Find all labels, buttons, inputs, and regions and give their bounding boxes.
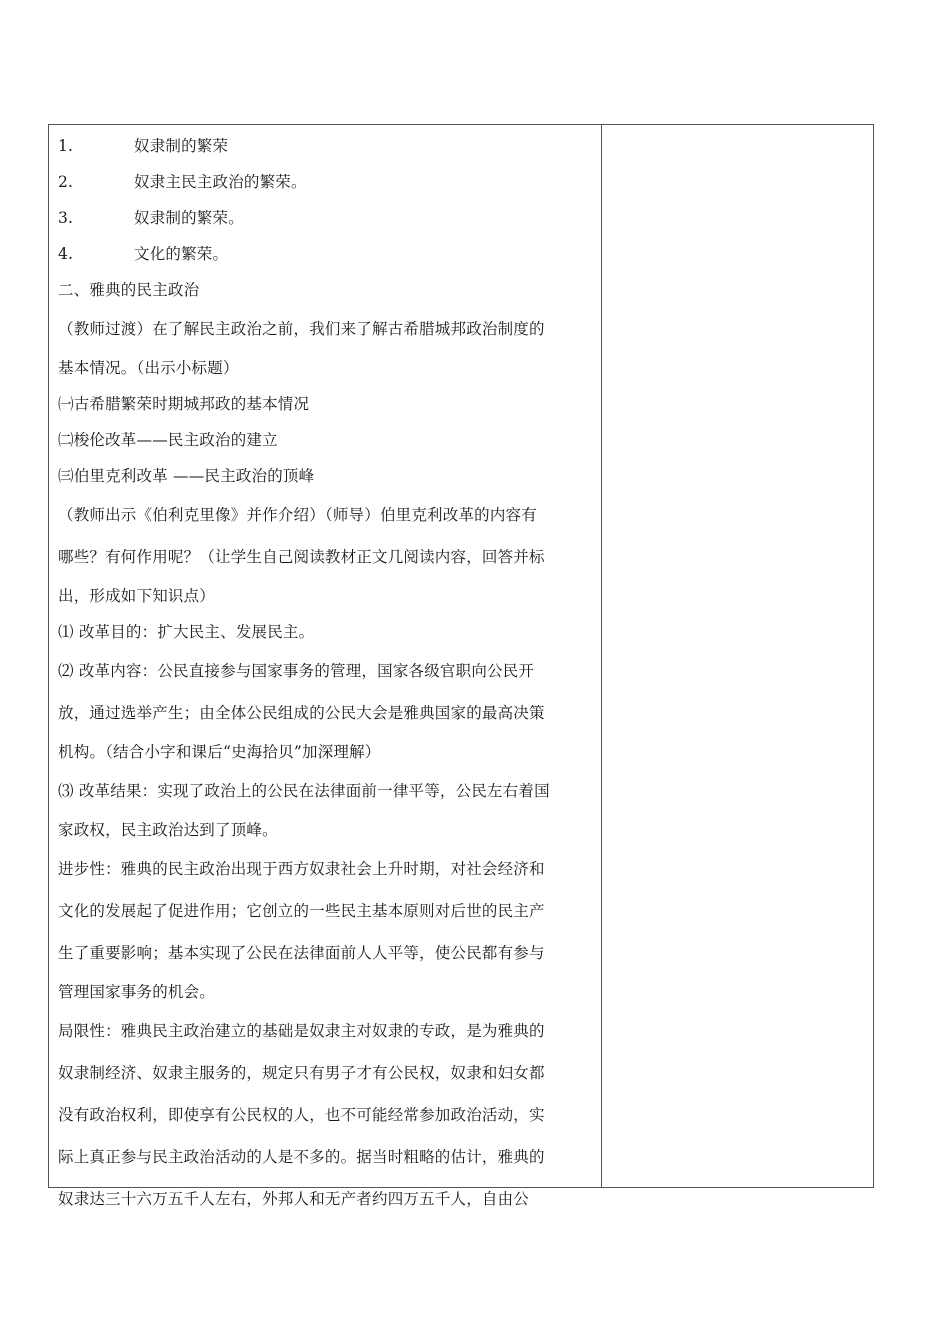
paragraph-line: 生了重要影响；基本实现了公民在法律面前人人平等，使公民都有参与 xyxy=(58,944,545,962)
paragraph-line: 基本情况。（出示小标题） xyxy=(58,359,239,377)
paragraph-line: 际上真正参与民主政治活动的人是不多的。据当时粗略的估计，雅典的 xyxy=(58,1148,545,1166)
content-cell xyxy=(49,125,602,1208)
section-heading: 二、雅典的民主政治 xyxy=(58,281,200,299)
list-text: 文化的繁荣。 xyxy=(134,245,229,263)
paragraph-line: 文化的发展起了促进作用；它创立的一些民主基本原则对后世的民主产 xyxy=(58,902,545,920)
list-number: 4. xyxy=(58,245,74,263)
list-number: 2. xyxy=(58,173,74,191)
list-number: 3. xyxy=(58,209,74,227)
list-text: 奴隶主民主政治的繁荣。 xyxy=(134,173,307,191)
lesson-table xyxy=(48,124,874,1208)
list-item xyxy=(58,200,601,236)
knowledge-point: ⑵ 改革内容：公民直接参与国家事务的管理，国家各级官职向公民开 xyxy=(58,662,535,680)
list-item xyxy=(58,236,601,272)
paragraph-line: 没有政治权利，即使享有公民权的人，也不可能经常参加政治活动，实 xyxy=(58,1106,545,1124)
subheading: ㈢伯里克利改革 ——民主政治的顶峰 xyxy=(58,467,315,485)
paragraph-line: 家政权，民主政治达到了顶峰。 xyxy=(58,821,278,839)
paragraph-line: 奴隶达三十六万五千人左右，外邦人和无产者约四万五千人，自由公 xyxy=(58,1190,530,1208)
knowledge-point: ⑴ 改革目的：扩大民主、发展民主。 xyxy=(58,623,315,641)
notes-cell xyxy=(602,125,873,1187)
list-item xyxy=(58,164,601,200)
list-number: 1. xyxy=(58,137,74,155)
paragraph-line: 机构。（结合小字和课后“史海拾贝”加深理解） xyxy=(58,743,381,761)
subheading: ㈠古希腊繁荣时期城邦政的基本情况 xyxy=(58,395,310,413)
paragraph-line: （教师出示《伯利克里像》并作介绍）（师导）伯里克利改革的内容有 xyxy=(58,506,537,524)
paragraph-line: 奴隶制经济、奴隶主服务的，规定只有男子才有公民权，奴隶和妇女都 xyxy=(58,1064,545,1082)
paragraph-line: 出，形成如下知识点） xyxy=(58,587,216,605)
paragraph-line: 进步性：雅典的民主政治出现于西方奴隶社会上升时期，对社会经济和 xyxy=(58,860,545,878)
list-text: 奴隶制的繁荣 xyxy=(134,137,229,155)
paragraph-line: 放，通过选举产生；由全体公民组成的公民大会是雅典国家的最高决策 xyxy=(58,704,545,722)
subheading: ㈡梭伦改革——民主政治的建立 xyxy=(58,431,278,449)
paragraph-line: 管理国家事务的机会。 xyxy=(58,983,216,1001)
knowledge-point: ⑶ 改革结果：实现了政治上的公民在法律面前一律平等，公民左右着国 xyxy=(58,782,550,800)
paragraph-line: 哪些？有何作用呢？（让学生自己阅读教材正文几阅读内容，回答并标 xyxy=(58,548,545,566)
paragraph-line: （教师过渡）在了解民主政治之前，我们来了解古希腊城邦政治制度的 xyxy=(58,320,545,338)
paragraph-line: 局限性：雅典民主政治建立的基础是奴隶主对奴隶的专政，是为雅典的 xyxy=(58,1022,545,1040)
list-text: 奴隶制的繁荣。 xyxy=(134,209,244,227)
list-item xyxy=(58,128,601,164)
